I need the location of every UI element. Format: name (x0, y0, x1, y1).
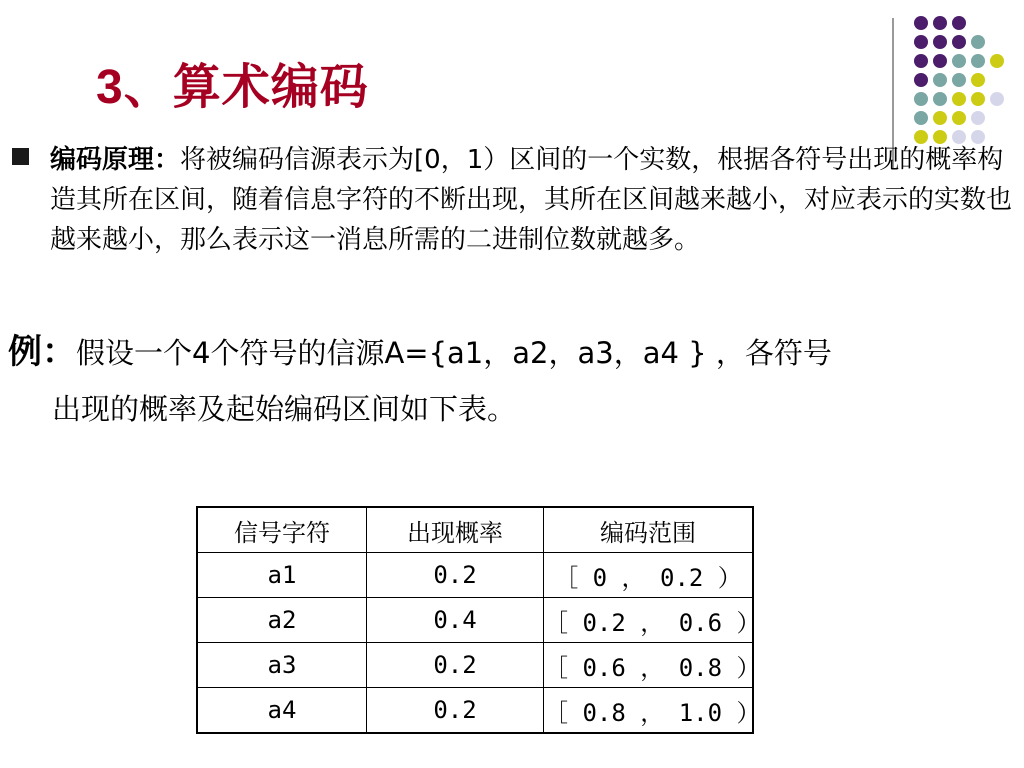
decorative-dot (952, 16, 966, 30)
principle-bullet (12, 140, 1012, 260)
cell-symbol: a4 (197, 688, 367, 734)
principle-text: 将被编码信源表示为[0，1）区间的一个实数，根据各符号出现的概率构造其所在区间，随着信息字符的不断出现，其所在区间越来越小，对应表示的实数也越来越小，那么表示这一消息所需的二进制位数就越多。 (50, 145, 1013, 255)
decorative-dot (971, 35, 985, 49)
cell-range: ［ 0 ， 0.2 ） (544, 553, 754, 598)
header-range: 编码范围 (544, 507, 754, 553)
cell-probability: 0.2 (367, 553, 544, 598)
decorative-dot (933, 73, 947, 87)
decorative-dot (952, 54, 966, 68)
cell-range: ［ 0.2 ， 0.6 ） (544, 598, 754, 643)
decorative-dot (914, 111, 928, 125)
decorative-dot (914, 16, 928, 30)
principle-heading: 编码原理： (50, 145, 181, 175)
cell-symbol: a1 (197, 553, 367, 598)
decorative-dot (952, 35, 966, 49)
decorative-dot (971, 92, 985, 106)
decorative-dot-grid (900, 0, 1024, 160)
header-symbol: 信号字符 (197, 507, 367, 553)
cell-range: ［ 0.6 ， 0.8 ） (544, 643, 754, 688)
decorative-dot (952, 73, 966, 87)
decorative-dot (990, 54, 1004, 68)
decorative-dot (971, 54, 985, 68)
decorative-dot (971, 73, 985, 87)
example-line-2: 出现的概率及起始编码区间如下表。 (52, 392, 517, 426)
cell-probability: 0.2 (367, 688, 544, 734)
decorative-dot (914, 54, 928, 68)
example-heading: 例： (8, 332, 76, 372)
cell-symbol: a2 (197, 598, 367, 643)
slide-title: 3、算术编码 (96, 61, 369, 114)
decorative-dot (952, 111, 966, 125)
cell-probability: 0.4 (367, 598, 544, 643)
decorative-dot (971, 111, 985, 125)
decorative-dot (952, 92, 966, 106)
decorative-dot (933, 16, 947, 30)
decorative-dot (990, 92, 1004, 106)
example-paragraph (8, 324, 1018, 437)
principle-paragraph (50, 140, 1012, 260)
table-row (197, 598, 753, 643)
decorative-dot (914, 92, 928, 106)
probability-table (196, 506, 761, 734)
decorative-dot (914, 73, 928, 87)
decorative-dot (933, 54, 947, 68)
decorative-dot (933, 111, 947, 125)
decorative-dot (933, 35, 947, 49)
cell-probability: 0.2 (367, 643, 544, 688)
cell-symbol: a3 (197, 643, 367, 688)
table-row (197, 643, 753, 688)
decorative-dot (914, 35, 928, 49)
cell-range: ［ 0.8 ， 1.0 ） (544, 688, 754, 734)
table-row (197, 553, 753, 598)
table-row (197, 688, 753, 734)
example-line-1: 假设一个4个符号的信源A={a1，a2，a3，a4 } ，各符号 (76, 336, 832, 370)
table-header-row (197, 507, 753, 553)
header-probability: 出现概率 (367, 507, 544, 553)
square-bullet-icon (12, 148, 29, 165)
decorative-dot (933, 92, 947, 106)
